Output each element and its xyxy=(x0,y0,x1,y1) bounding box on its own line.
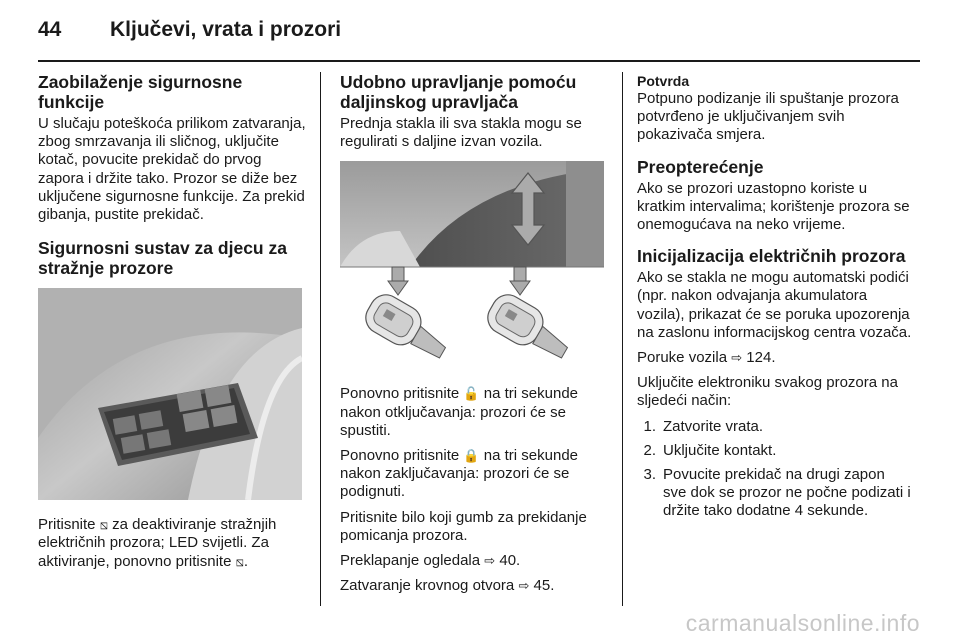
heading-confirm: Potvrda xyxy=(637,73,690,89)
column-divider xyxy=(320,72,321,606)
para-messages-ref: Poruke vozila ⇨ 124. xyxy=(637,349,776,367)
page-number: 44 xyxy=(38,18,62,41)
para-close-windows: Ponovno pritisnite 🔒 na tri sekunde nakon zaključavanja: prozori će se podignuti. xyxy=(340,447,579,501)
para-child-lock: Pritisnite ⧅ za deaktiviranje stražnjih električnih prozora; LED svijetli. Za aktiviranje, ponovno pritisnite ⧅. xyxy=(38,516,277,570)
column-2 xyxy=(340,72,608,602)
para-overload: Ako se prozori uzastopno koriste u kratkim intervalima; korištenje prozora se onemogućava na neko vrijeme. xyxy=(637,179,910,234)
remote-window-illustration xyxy=(340,161,604,371)
list-item: 2. Uključite kontakt. xyxy=(643,441,777,459)
page-header xyxy=(38,18,341,52)
heading-overload: Preopterećenje xyxy=(637,156,764,177)
para-confirm: Potpuno podizanje ili spuštanje prozora potvrđeno je uključivanjem svih pokazivača smjera. xyxy=(637,90,899,144)
para-bypass: U slučaju poteškoća prilikom zatvaranja, zbog smrzavanja ili sličnog, uključite kotač, povucite prekidač do prvog zapora i držite tako. Prozor se diže bez uključene sigurnosne funkcije. Za prekid gibanja, pustite prekidač. xyxy=(38,115,306,224)
watermark: carmanualsonline.info xyxy=(685,610,920,636)
steps-list xyxy=(637,418,912,521)
column-divider xyxy=(622,72,623,606)
para-mirror-ref: Preklapanje ogledala ⇨ 40. xyxy=(340,552,521,570)
unlock-icon: 🔓 xyxy=(463,386,480,402)
para-sunroof-ref: Zatvaranje krovnog otvora ⇨ 45. xyxy=(340,577,555,595)
header-rule xyxy=(38,60,920,62)
heading-init: Inicijalizacija električnih prozora xyxy=(637,246,906,267)
para-open-windows: Ponovno pritisnite 🔓 na tri sekunde nakon otključavanja: prozori će se spustiti. xyxy=(340,385,579,439)
child-lock-icon: ⧅ xyxy=(235,553,244,569)
heading-remote: Udobno upravljanje pomoću daljinskog upravljača xyxy=(340,72,577,112)
page-ref-arrow-icon: ⇨ xyxy=(484,553,496,569)
list-item: 3. Povucite prekidač na drugi zapon sve dok se prozor ne počne podizati i držite tako dodatne 4 sekunde. xyxy=(643,466,911,520)
page-title: Ključevi, vrata i prozori xyxy=(110,18,342,41)
lock-icon: 🔒 xyxy=(463,448,480,464)
heading-child-lock: Sigurnosni sustav za djecu za stražnje prozore xyxy=(38,238,287,279)
page-ref-arrow-icon: ⇨ xyxy=(731,350,743,366)
page-ref-arrow-icon: ⇨ xyxy=(518,578,530,594)
column-1 xyxy=(38,72,306,578)
list-item: 1. Zatvorite vrata. xyxy=(643,417,764,435)
heading-bypass: Zaobilaženje sigurnosne funkcije xyxy=(38,72,243,112)
column-3 xyxy=(637,72,912,527)
child-lock-icon: ⧅ xyxy=(99,517,108,533)
para-steps-intro: Uključite elektroniku svakog prozora na sljedeći način: xyxy=(637,374,898,410)
para-init: Ako se stakla ne mogu automatski podići (npr. nakon odvajanja akumulatora vozila), prikazat će se poruka upozorenja na zaslonu informacijskog centra vozača. xyxy=(637,269,912,341)
door-switch-illustration xyxy=(38,288,302,500)
para-remote: Prednja stakla ili sva stakla mogu se regulirati s daljine izvan vozila. xyxy=(340,115,582,151)
para-stop: Pritisnite bilo koji gumb za prekidanje pomicanja prozora. xyxy=(340,508,587,544)
remote-window-figure xyxy=(340,161,604,371)
door-switch-figure xyxy=(38,288,302,500)
